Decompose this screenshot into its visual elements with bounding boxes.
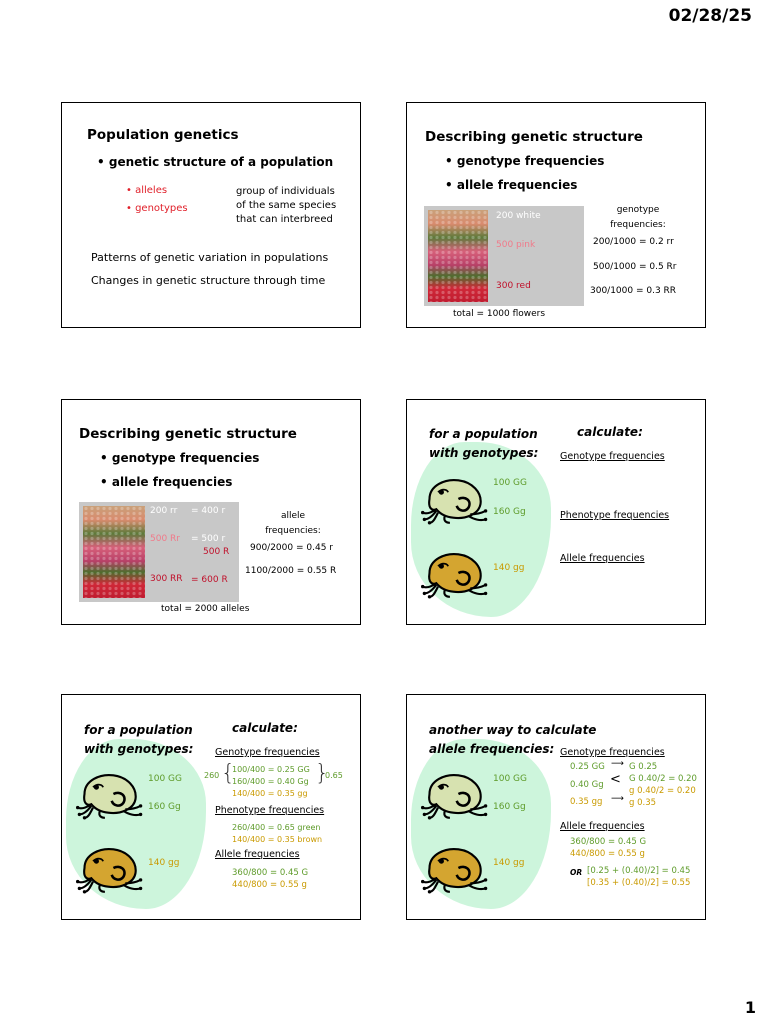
- brace-right-total: 0.65: [325, 771, 343, 780]
- alleles-R: = 600 R: [191, 575, 228, 585]
- brown-frog-icon: [76, 839, 144, 897]
- population-definition: group of individuals of the same species that can interbreed: [236, 186, 337, 225]
- allele-g: g 0.35: [629, 798, 657, 808]
- slide-another-way: [406, 694, 706, 920]
- label-phenotype: Phenotype frequencies: [215, 805, 325, 816]
- bullet: • genotype frequencies: [445, 154, 605, 168]
- allele-G: G 0.40/2 = 0.20: [629, 774, 697, 784]
- heading: for a population with genotypes:: [84, 723, 194, 756]
- brace-left-icon: {: [221, 761, 235, 786]
- allele-G: G 0.25: [629, 762, 658, 772]
- total-label: total = 1000 flowers: [453, 309, 546, 319]
- equation: 160/400 = 0.40 Gg: [232, 777, 309, 786]
- equation: 300/1000 = 0.3 RR: [590, 286, 677, 296]
- label-allele: Allele frequencies: [560, 553, 645, 564]
- brace-right-icon: }: [315, 761, 329, 786]
- green-frog-icon: [76, 765, 144, 823]
- label-genotype: Genotype frequencies: [215, 747, 320, 758]
- brace-left-total: 260: [204, 771, 220, 780]
- equation: 900/2000 = 0.45 r: [250, 543, 333, 553]
- page-number: 1: [744, 998, 756, 1017]
- green-frog-icon: [421, 470, 489, 528]
- count-gg: 140 gg: [148, 858, 180, 868]
- count-Gg: 160 Gg: [493, 802, 526, 812]
- flower-photo-panel: [424, 206, 584, 306]
- alleles-r: = 500 r: [191, 534, 226, 544]
- equation: 440/800 = 0.55 g: [232, 880, 307, 890]
- label-genotype: Genotype frequencies: [560, 451, 665, 462]
- alleles-R: 500 R: [203, 547, 230, 557]
- count-white: 200 white: [496, 211, 541, 221]
- bullet: • genotype frequencies: [100, 451, 260, 465]
- equation: 260/400 = 0.65 green: [232, 823, 321, 832]
- bullet: • allele frequencies: [445, 178, 578, 192]
- brown-frog-icon: [421, 544, 489, 602]
- label-genotype: Genotype frequencies: [560, 747, 665, 758]
- slide-frog-population: [406, 399, 706, 625]
- label-allele: Allele frequencies: [215, 849, 300, 860]
- count-gg: 140 gg: [493, 858, 525, 868]
- equation: 200/1000 = 0.2 rr: [593, 237, 674, 247]
- count-rr: 200 rr: [150, 506, 178, 516]
- frequency-label: genotype frequencies:: [610, 205, 666, 230]
- brown-frog-icon: [421, 839, 489, 897]
- text-line: Patterns of genetic variation in populations: [91, 251, 329, 264]
- sub-bullet-alleles: • alleles: [126, 185, 168, 196]
- heading-calculate: calculate:: [577, 425, 643, 439]
- equation: [0.25 + (0.40)/2] = 0.45: [587, 866, 691, 876]
- equation: 440/800 = 0.55 g: [570, 849, 645, 859]
- bullet: • allele frequencies: [100, 475, 233, 489]
- count-GG: 100 GG: [148, 774, 182, 784]
- count-GG: 100 GG: [493, 478, 527, 488]
- equation: 1100/2000 = 0.55 R: [245, 566, 337, 576]
- count-Rr: 500 Rr: [150, 534, 180, 544]
- frequency-label: allele frequencies:: [265, 511, 321, 536]
- count-RR: 300 RR: [150, 574, 183, 584]
- count-red: 300 red: [496, 281, 531, 291]
- count-pink: 500 pink: [496, 240, 536, 250]
- sub-bullet-genotypes: • genotypes: [126, 203, 188, 214]
- allele-g: g 0.40/2 = 0.20: [629, 786, 696, 796]
- heading: another way to calculate allele frequencies:: [429, 723, 597, 756]
- equation: 360/800 = 0.45 G: [232, 868, 309, 878]
- bullet: • genetic structure of a population: [97, 155, 334, 169]
- count-gg: 140 gg: [493, 563, 525, 573]
- tulip-field-image: [428, 210, 488, 302]
- split-arrow-icon: <: [610, 772, 621, 787]
- heading: for a population with genotypes:: [429, 427, 539, 460]
- slide-allele-structure: [61, 399, 361, 625]
- flower-photo-panel: [79, 502, 239, 602]
- equation: 500/1000 = 0.5 Rr: [593, 262, 677, 272]
- slide-title: Population genetics: [87, 127, 239, 143]
- heading-calculate: calculate:: [232, 721, 298, 735]
- arrow-icon: ⟶: [611, 794, 624, 804]
- total-label: total = 2000 alleles: [161, 604, 250, 614]
- slide-title: Describing genetic structure: [79, 426, 297, 442]
- tulip-field-image: [83, 506, 145, 598]
- or-label: OR: [570, 868, 583, 877]
- alleles-r: = 400 r: [191, 506, 226, 516]
- count-GG: 100 GG: [493, 774, 527, 784]
- slide-title: Describing genetic structure: [425, 129, 643, 145]
- genotype-gg: 0.35 gg: [570, 797, 603, 807]
- slide-genotype-structure: [406, 102, 706, 328]
- text-line: Changes in genetic structure through time: [91, 274, 326, 287]
- genotype-Gg: 0.40 Gg: [570, 780, 604, 790]
- equation: [0.35 + (0.40)/2] = 0.55: [587, 878, 691, 888]
- slide-frog-calculations: [61, 694, 361, 920]
- arrow-icon: ⟶: [611, 759, 624, 769]
- count-Gg: 160 Gg: [148, 802, 181, 812]
- count-Gg: 160 Gg: [493, 507, 526, 517]
- label-phenotype: Phenotype frequencies: [560, 510, 670, 521]
- header-date: 02/28/25: [668, 6, 752, 26]
- equation: 140/400 = 0.35 gg: [232, 789, 308, 798]
- genotype-GG: 0.25 GG: [570, 762, 605, 772]
- equation: 140/400 = 0.35 brown: [232, 835, 323, 844]
- slide-population-genetics: [61, 102, 361, 328]
- equation: 360/800 = 0.45 G: [570, 837, 647, 847]
- label-allele: Allele frequencies: [560, 821, 645, 832]
- green-frog-icon: [421, 765, 489, 823]
- equation: 100/400 = 0.25 GG: [232, 765, 310, 774]
